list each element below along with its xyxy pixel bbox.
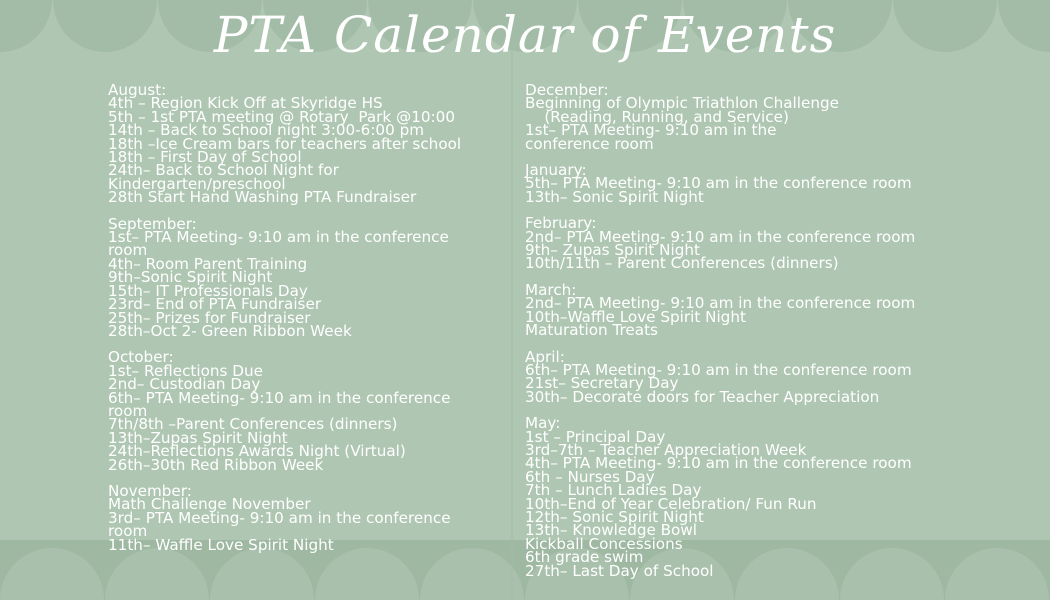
- month-section-january: [525, 161, 945, 206]
- event-item: 1st– Reflections Due: [108, 361, 263, 380]
- month-heading: November:: [108, 481, 192, 500]
- month-section-february: [525, 214, 945, 273]
- month-heading: March:: [525, 280, 577, 299]
- event-item: 24th–Reflections Awards Night (Virtual): [108, 442, 406, 461]
- event-item: 10th/11th – Parent Conferences (dinners): [525, 254, 839, 273]
- event-item: 27th– Last Day of School: [525, 561, 714, 580]
- month-heading: April:: [525, 347, 565, 366]
- event-item: 5th – 1st PTA meeting @ Rotary Park @10:00: [108, 107, 456, 126]
- event-item: 2nd– Custodian Day: [108, 375, 261, 394]
- month-section-october: [108, 348, 468, 474]
- event-item: 14th – Back to School night 3:00-6:00 pm: [108, 121, 425, 140]
- event-item: 6th grade swim: [525, 548, 644, 567]
- month-heading: May:: [525, 414, 561, 433]
- month-heading: February:: [525, 214, 597, 233]
- event-item: 2nd– PTA Meeting- 9:10 am in the conference room: [525, 227, 916, 246]
- event-item: 25th– Prizes for Fundraiser: [108, 308, 311, 327]
- event-item: 30th– Decorate doors for Teacher Appreciation: [525, 387, 880, 406]
- month-section-november: [108, 481, 468, 554]
- month-heading: October:: [108, 348, 174, 367]
- event-item: 1st – Principal Day: [525, 427, 666, 446]
- event-item: 10th–Waffle Love Spirit Night: [525, 307, 746, 326]
- right-event-column: [525, 81, 945, 591]
- month-section-may: [525, 414, 945, 580]
- event-item: 4th– PTA Meeting- 9:10 am in the conference room: [525, 454, 912, 473]
- event-item: 11th– Waffle Love Spirit Night: [108, 535, 334, 554]
- event-item: 18th – First Day of School: [108, 148, 302, 167]
- event-item: 9th–Sonic Spirit Night: [108, 268, 273, 287]
- event-item: 5th– PTA Meeting- 9:10 am in the conference room: [525, 174, 912, 193]
- month-heading: September:: [108, 214, 197, 233]
- event-item: 13th– Sonic Spirit Night: [525, 187, 704, 206]
- event-item: 7th/8th –Parent Conferences (dinners): [108, 415, 398, 434]
- month-section-september: [108, 214, 468, 340]
- event-item: 24th– Back to School Night for Kindergarten/preschool: [108, 161, 344, 193]
- month-heading: January:: [525, 161, 587, 180]
- month-section-december: [525, 81, 945, 153]
- month-section-march: [525, 280, 945, 340]
- event-item: 2nd– PTA Meeting- 9:10 am in the conference room: [525, 294, 916, 313]
- event-item: 28th Start Hand Washing PTA Fundraiser: [108, 188, 417, 207]
- event-item: 4th – Region Kick Off at Skyridge HS: [108, 94, 383, 113]
- event-item: 12th– Sonic Spirit Night: [525, 507, 704, 526]
- event-item: 3rd–7th – Teacher Appreciation Week: [525, 440, 807, 459]
- event-item: 23rd– End of PTA Fundraiser: [108, 295, 322, 314]
- event-item: (Reading, Running, and Service): [525, 107, 789, 126]
- event-item: 18th –Ice Cream bars for teachers after school: [108, 134, 462, 153]
- event-item: Beginning of Olympic Triathlon Challenge: [525, 94, 839, 113]
- event-item: 9th– Zupas Spirit Night: [525, 241, 700, 260]
- event-item: 10th–End of Year Celebration/ Fun Run: [525, 494, 817, 513]
- left-event-column: [108, 81, 468, 565]
- month-section-august: [108, 81, 468, 207]
- month-section-april: [525, 347, 945, 406]
- event-item: 13th– Knowledge Bowl: [525, 521, 697, 540]
- event-item: 7th – Lunch Ladies Day: [525, 481, 702, 500]
- event-item: Kickball Concessions: [525, 534, 683, 553]
- event-item: 26th–30th Red Ribbon Week: [108, 455, 324, 474]
- event-item: 15th– IT Professionals Day: [108, 281, 308, 300]
- event-item: 6th– PTA Meeting- 9:10 am in the conference room: [108, 388, 456, 420]
- event-item: 1st– PTA Meeting- 9:10 am in the conference room: [525, 121, 782, 153]
- event-item: 1st– PTA Meeting- 9:10 am in the conference room: [108, 228, 454, 260]
- event-item: 6th – Nurses Day: [525, 467, 655, 486]
- month-heading: August:: [108, 81, 167, 99]
- event-item: Math Challenge November: [108, 495, 311, 514]
- event-item: 21st– Secretary Day: [525, 374, 679, 393]
- event-item: 13th–Zupas Spirit Night: [108, 428, 288, 447]
- page-title: PTA Calendar of Events: [213, 6, 837, 64]
- event-item: 3rd– PTA Meeting- 9:10 am in the conference room: [108, 508, 456, 541]
- event-item: 4th– Room Parent Training: [108, 254, 308, 273]
- event-item: Maturation Treats: [525, 321, 658, 340]
- event-item: 6th– PTA Meeting- 9:10 am in the conference room: [525, 360, 912, 379]
- event-item: 28th–Oct 2- Green Ribbon Week: [108, 321, 352, 340]
- month-heading: December:: [525, 81, 609, 99]
